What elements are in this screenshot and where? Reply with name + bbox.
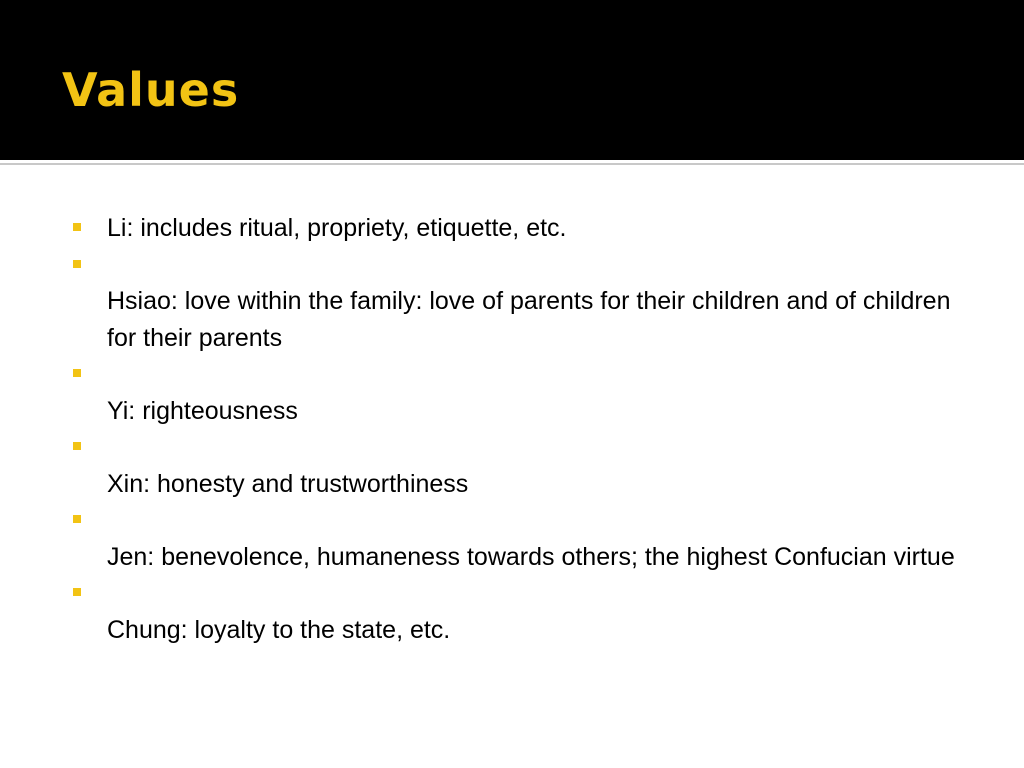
- title-divider: [0, 160, 1024, 168]
- square-bullet-icon: [73, 442, 81, 450]
- bullet-item-li: [0, 210, 1024, 247]
- bullet-item-xin: [0, 429, 1024, 502]
- square-bullet-icon: [73, 515, 81, 523]
- bullet-text: Yi: righteousness: [107, 396, 298, 425]
- bullet-text: Chung: loyalty to the state, etc.: [107, 615, 451, 644]
- blank-line: [107, 429, 964, 466]
- bullet-text: Li: includes ritual, propriety, etiquette, etc.: [107, 214, 567, 242]
- bullet-text: Jen: benevolence, humaneness towards others; the highest Confucian virtue: [107, 542, 955, 571]
- blank-line: [107, 575, 964, 612]
- bullet-text: Xin: honesty and trustworthiness: [107, 469, 469, 498]
- bullet-item-yi: [0, 356, 1024, 429]
- square-bullet-icon: [73, 369, 81, 377]
- square-bullet-icon: [73, 588, 81, 596]
- slide-title: Values: [62, 63, 240, 117]
- bullet-item-jen: [0, 502, 1024, 575]
- bullet-item-chung: [0, 575, 1024, 648]
- square-bullet-icon: [73, 223, 81, 231]
- square-bullet-icon: [73, 260, 81, 268]
- blank-line: [107, 502, 964, 539]
- blank-line: [107, 247, 964, 284]
- title-bar: [0, 0, 1024, 160]
- bullet-list: [0, 210, 1024, 648]
- blank-line: [107, 356, 964, 393]
- bullet-text: Hsiao: love within the family: love of parents for their children and of children for their parents: [107, 287, 951, 352]
- bullet-item-hsiao: [0, 247, 1024, 357]
